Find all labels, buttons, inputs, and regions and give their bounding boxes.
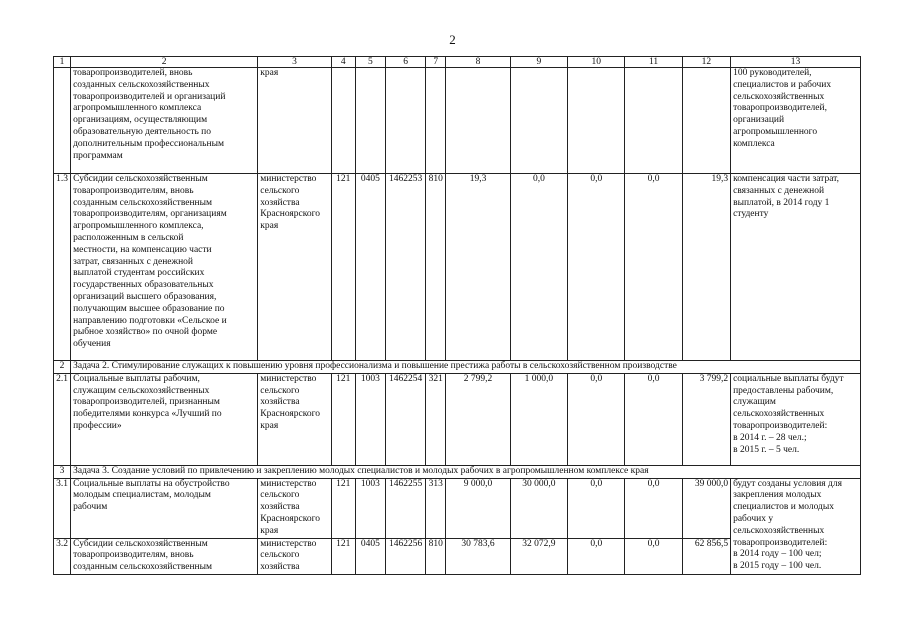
amount-total: 39 000,0 — [682, 478, 730, 538]
expected-result: 100 руководителей, специалистов и рабочих сельскохозяйственных товаропроизводителей, организаций агропромышленного комплекса — [731, 68, 861, 174]
executor: министерство сельского хозяйства Красноярского края — [258, 478, 331, 538]
grbs-code — [331, 68, 355, 174]
amount-col8: 30 783,6 — [446, 538, 510, 574]
amount-col10: 0,0 — [568, 174, 625, 361]
section-code: 1003 — [355, 373, 385, 465]
section-code: 0405 — [355, 538, 385, 574]
target-code: 1462256 — [386, 538, 426, 574]
section-code: 1003 — [355, 478, 385, 538]
measure-name: товаропроизводителей, вновь созданных сельскохозяйственных товаропроизводителей и организаций агропромышленного комплекса организациям, осуществляющим образовательную деятельность по дополнительным профессиональным программам — [71, 68, 258, 174]
amount-total: 3 799,2 — [682, 373, 730, 465]
amount-total: 19,3 — [682, 174, 730, 361]
column-number: 4 — [331, 57, 355, 68]
amount-col11: 0,0 — [625, 174, 682, 361]
expense-type: 313 — [426, 478, 446, 538]
expected-result: социальные выплаты будут предоставлены рабочим, служащим сельскохозяйственных товаропроизводителей: в 2014 г. – 28 чел.; в 2015 г. – 5 чел. — [731, 373, 861, 465]
executor: края — [258, 68, 331, 174]
target-code: 1462254 — [386, 373, 426, 465]
column-number: 2 — [71, 57, 258, 68]
amount-total: 62 856,5 — [682, 538, 730, 574]
column-number: 6 — [386, 57, 426, 68]
row-number: 1.3 — [54, 174, 71, 361]
expense-type: 810 — [426, 538, 446, 574]
amount-col11: 0,0 — [625, 373, 682, 465]
measure-name: Социальные выплаты на обустройство молодым специалистам, молодым рабочим — [71, 478, 258, 538]
target-code — [386, 68, 426, 174]
executor: министерство сельского хозяйства — [258, 538, 331, 574]
expense-type: 321 — [426, 373, 446, 465]
task-number: 3 — [54, 465, 71, 478]
column-number-row — [54, 57, 861, 68]
column-number: 9 — [510, 57, 567, 68]
row-number: 3.2 — [54, 538, 71, 574]
measure-name: Субсидии сельскохозяйственным товаропроизводителям, вновь созданным сельскохозяйственным товаропроизводителям, организациям агропромышленного комплекса, расположенным в сельской местности, на компенсацию части затрат, связанных с денежной выплатой студентам российских государственных образовательных организаций высшего образования, получающим высшее образование по направлению подготовки «Сельское и рыбное хозяйство» по очной форме обучения — [71, 174, 258, 361]
table-row — [54, 373, 861, 465]
amount-col10: 0,0 — [568, 538, 625, 574]
executor: министерство сельского хозяйства Красноярского края — [258, 174, 331, 361]
page-number: 2 — [449, 32, 456, 47]
expected-result: компенсация части затрат, связанных с денежной выплатой, в 2014 году 1 студенту — [731, 174, 861, 361]
column-number: 5 — [355, 57, 385, 68]
amount-col9: 30 000,0 — [510, 478, 567, 538]
section-code — [355, 68, 385, 174]
column-number: 1 — [54, 57, 71, 68]
row-number: 2.1 — [54, 373, 71, 465]
amount-col8 — [446, 68, 510, 174]
expected-result: будут созданы условия для закрепления молодых специалистов и молодых рабочих у сельскохозяйственных товаропроизводителей: в 2014 году – 100 чел; в 2015 году – 100 чел. — [731, 478, 861, 574]
expense-type — [426, 68, 446, 174]
amount-total — [682, 68, 730, 174]
task-number: 2 — [54, 361, 71, 374]
measure-name: Социальные выплаты рабочим, служащим сельскохозяйственных товаропроизводителей, признанным победителями конкурса «Лучший по профессии» — [71, 373, 258, 465]
column-number: 3 — [258, 57, 331, 68]
column-number: 10 — [568, 57, 625, 68]
amount-col10: 0,0 — [568, 373, 625, 465]
amount-col9: 0,0 — [510, 174, 567, 361]
amount-col8: 2 799,2 — [446, 373, 510, 465]
amount-col8: 9 000,0 — [446, 478, 510, 538]
grbs-code: 121 — [331, 538, 355, 574]
amount-col9: 32 072,9 — [510, 538, 567, 574]
measure-name: Субсидии сельскохозяйственным товаропроизводителям, вновь созданным сельскохозяйственным — [71, 538, 258, 574]
column-number: 7 — [426, 57, 446, 68]
row-number — [54, 68, 71, 174]
executor: министерство сельского хозяйства Красноярского края — [258, 373, 331, 465]
grbs-code: 121 — [331, 174, 355, 361]
column-number: 13 — [731, 57, 861, 68]
table-row — [54, 478, 861, 538]
amount-col10: 0,0 — [568, 478, 625, 538]
row-number: 3.1 — [54, 478, 71, 538]
amount-col10 — [568, 68, 625, 174]
column-number: 8 — [446, 57, 510, 68]
amount-col9 — [510, 68, 567, 174]
amount-col11 — [625, 68, 682, 174]
amount-col11: 0,0 — [625, 478, 682, 538]
section-code: 0405 — [355, 174, 385, 361]
grbs-code: 121 — [331, 373, 355, 465]
task-title: Задача 3. Создание условий по привлечению и закреплению молодых специалистов и молодых рабочих в агропромышленном комплексе края — [71, 465, 861, 478]
task-title: Задача 2. Стимулирование служащих к повышению уровня профессионализма и повышение престижа работы в сельскохозяйственном производстве — [71, 361, 861, 374]
grbs-code: 121 — [331, 478, 355, 538]
target-code: 1462255 — [386, 478, 426, 538]
budget-table — [53, 56, 861, 575]
task-row — [54, 361, 861, 374]
column-number: 11 — [625, 57, 682, 68]
table-row — [54, 68, 861, 174]
amount-col9: 1 000,0 — [510, 373, 567, 465]
expense-type: 810 — [426, 174, 446, 361]
table-row — [54, 174, 861, 361]
amount-col8: 19,3 — [446, 174, 510, 361]
amount-col11: 0,0 — [625, 538, 682, 574]
target-code: 1462253 — [386, 174, 426, 361]
column-number: 12 — [682, 57, 730, 68]
task-row — [54, 465, 861, 478]
